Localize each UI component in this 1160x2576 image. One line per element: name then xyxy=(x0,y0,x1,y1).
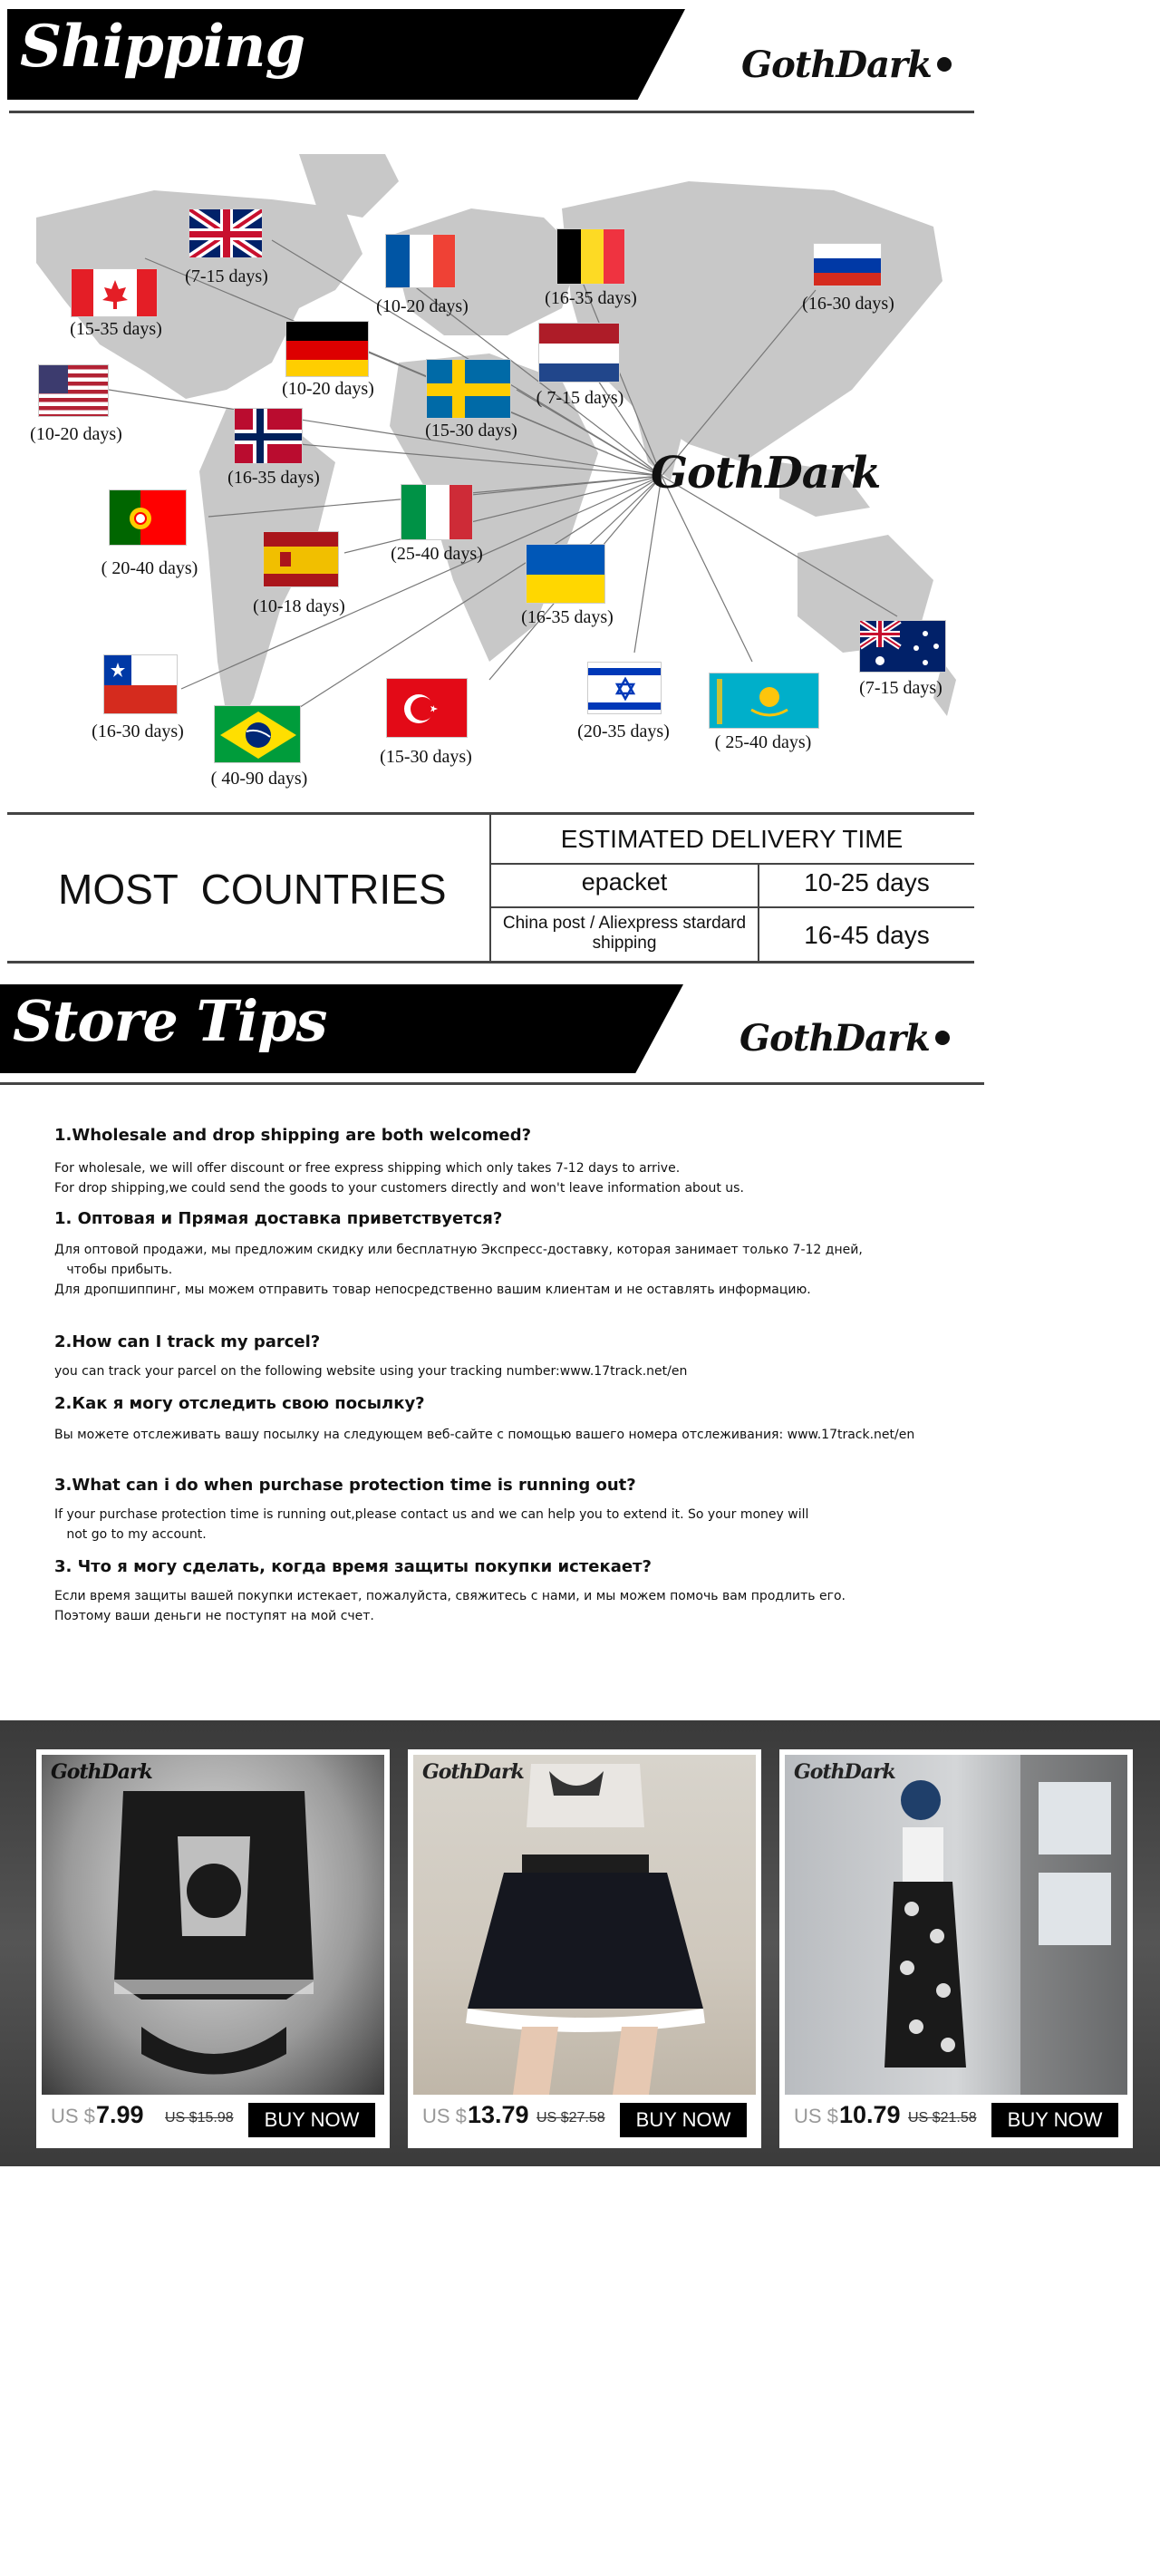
australia-flag xyxy=(859,620,946,673)
product-photo[interactable] xyxy=(413,1755,756,2095)
turkey-flag xyxy=(386,678,468,738)
skirt-silhouette xyxy=(413,1755,756,2095)
chile-days: (16-30 days) xyxy=(92,721,184,741)
old-price: US $21.58 xyxy=(908,2110,977,2126)
germany-days: (10-20 days) xyxy=(282,379,374,399)
old-price: US $27.58 xyxy=(536,2110,605,2126)
italy-days: (25-40 days) xyxy=(391,544,483,564)
tip-3-question-en: 3.What can i do when purchase protection time is running out? xyxy=(54,1476,636,1495)
sweden-days: (15-30 days) xyxy=(425,421,517,441)
tip-3-answer-en: If your purchase protection time is running out,please contact us and we can help you to extend it. So your money will not go to my account. xyxy=(54,1507,809,1542)
shipping-brand: GothDark xyxy=(741,44,952,86)
brazil-days: ( 40-90 days) xyxy=(210,769,308,789)
canada-days: (15-35 days) xyxy=(70,319,162,339)
buy-now-button[interactable]: BUY NOW xyxy=(991,2103,1118,2137)
usa-flag xyxy=(38,364,109,417)
currency-label: US $ xyxy=(794,2105,838,2127)
brand-dot-icon xyxy=(937,57,952,72)
uk-flag xyxy=(188,208,263,258)
tip-2-answer-ru: Вы можете отслеживать вашу посылку на следующем веб-сайте с помощью вашего номера отслеживания: www.17track.net/en xyxy=(54,1428,915,1442)
price: 13.79 xyxy=(468,2101,529,2128)
product-card[interactable] xyxy=(36,1749,390,2148)
most-countries-label: MOST COUNTRIES xyxy=(58,866,447,913)
currency-label: US $ xyxy=(422,2105,467,2127)
brazil-flag xyxy=(214,705,301,763)
chinapost-method: China post / Aliexpress stardard shipping xyxy=(502,914,747,953)
top-silhouette xyxy=(42,1755,384,2095)
russia-days: (16-30 days) xyxy=(802,294,894,314)
shipping-divider xyxy=(9,111,974,113)
spain-flag xyxy=(263,531,339,587)
france-flag xyxy=(385,234,456,288)
norway-flag xyxy=(234,408,303,464)
buy-now-button[interactable]: BUY NOW xyxy=(248,2103,375,2137)
chinapost-time: 16-45 days xyxy=(804,921,930,949)
belgium-flag xyxy=(556,228,625,285)
product-logo: GothDark xyxy=(422,1760,524,1784)
delivery-header: ESTIMATED DELIVERY TIME xyxy=(560,825,904,853)
chile-flag xyxy=(103,654,178,714)
map-brand-label: GothDark xyxy=(651,448,881,499)
brand-dot-icon xyxy=(935,1031,950,1045)
product-card[interactable] xyxy=(779,1749,1133,2148)
ukraine-days: (16-35 days) xyxy=(521,607,614,627)
tip-3-question-ru: 3. Что я могу сделать, когда время защиты покупки истекает? xyxy=(54,1557,652,1576)
old-price: US $15.98 xyxy=(165,2110,234,2126)
australia-days: (7-15 days) xyxy=(859,678,942,698)
israel-days: (20-35 days) xyxy=(577,721,670,741)
uk-days: (7-15 days) xyxy=(185,266,268,286)
portugal-days: ( 20-40 days) xyxy=(101,558,198,578)
product-photo[interactable] xyxy=(42,1755,384,2095)
tip-2-question-en: 2.How can I track my parcel? xyxy=(54,1332,321,1351)
currency-label: US $ xyxy=(51,2105,95,2127)
portugal-flag xyxy=(109,489,187,546)
product-logo: GothDark xyxy=(794,1760,895,1784)
spain-days: (10-18 days) xyxy=(253,596,345,616)
tip-1-answer-en: For wholesale, we will offer discount or free express shipping which only takes 7-12 days to arrive. For drop shipping,we could send the goods to your customers directly and won't leave information about us. xyxy=(54,1161,744,1196)
buy-now-button[interactable]: BUY NOW xyxy=(620,2103,747,2137)
france-days: (10-20 days) xyxy=(376,296,469,316)
usa-days: (10-20 days) xyxy=(30,424,122,444)
price: 7.99 xyxy=(96,2101,144,2128)
tip-2-question-ru: 2.Как я могу отследить свою посылку? xyxy=(54,1394,425,1413)
tip-3-answer-ru: Если время защиты вашей покупки истекает, пожалуйста, свяжитесь с нами, и мы можем помочь вам продлить его. Поэтому ваши деньги не поступят на мой счет. xyxy=(54,1589,846,1623)
germany-flag xyxy=(285,321,369,377)
table-divider-h1 xyxy=(489,863,974,865)
asia-landmass xyxy=(562,181,942,462)
netherlands-flag xyxy=(538,323,620,383)
tip-1-answer-ru: Для оптовой продажи, мы предложим скидку или бесплатную Экспресс-доставку, которая занимает только 7-12 дней, чтобы прибыть. Для дропшиппинг, мы можем отправить товар непосредственно вашим клиентам и не оставлять информацию. xyxy=(54,1243,863,1297)
norway-days: (16-35 days) xyxy=(227,468,320,488)
netherlands-days: ( 7-15 days) xyxy=(536,388,624,408)
epacket-time: 10-25 days xyxy=(804,868,930,896)
product-card[interactable] xyxy=(408,1749,761,2148)
kazakhstan-flag xyxy=(709,673,819,729)
israel-flag xyxy=(587,662,662,714)
product-logo: GothDark xyxy=(51,1760,152,1784)
shipping-title: Shipping xyxy=(20,13,305,81)
ukraine-flag xyxy=(526,544,605,604)
epacket-method: epacket xyxy=(581,868,668,896)
turkey-days: (15-30 days) xyxy=(380,747,472,767)
dress-silhouette xyxy=(785,1755,1127,2095)
italy-flag xyxy=(401,484,473,540)
tip-1-question-ru: 1. Оптовая и Прямая доставка приветствуется? xyxy=(54,1209,503,1228)
sweden-flag xyxy=(426,359,511,419)
tips-divider xyxy=(0,1082,984,1085)
table-bottom-rule xyxy=(7,961,974,964)
tip-1-question-en: 1.Wholesale and drop shipping are both welcomed? xyxy=(54,1126,532,1145)
kazakhstan-days: ( 25-40 days) xyxy=(714,732,812,752)
product-photo[interactable] xyxy=(785,1755,1127,2095)
store-tips-title: Store Tips xyxy=(13,988,327,1054)
belgium-days: (16-35 days) xyxy=(545,288,637,308)
tip-2-answer-en: you can track your parcel on the following website using your tracking number:www.17track.net/en xyxy=(54,1364,688,1379)
canada-flag xyxy=(71,268,158,317)
price: 10.79 xyxy=(839,2101,901,2128)
store-tips-brand: GothDark xyxy=(740,1017,950,1060)
table-divider-h2 xyxy=(489,906,974,908)
russia-flag xyxy=(813,243,882,286)
